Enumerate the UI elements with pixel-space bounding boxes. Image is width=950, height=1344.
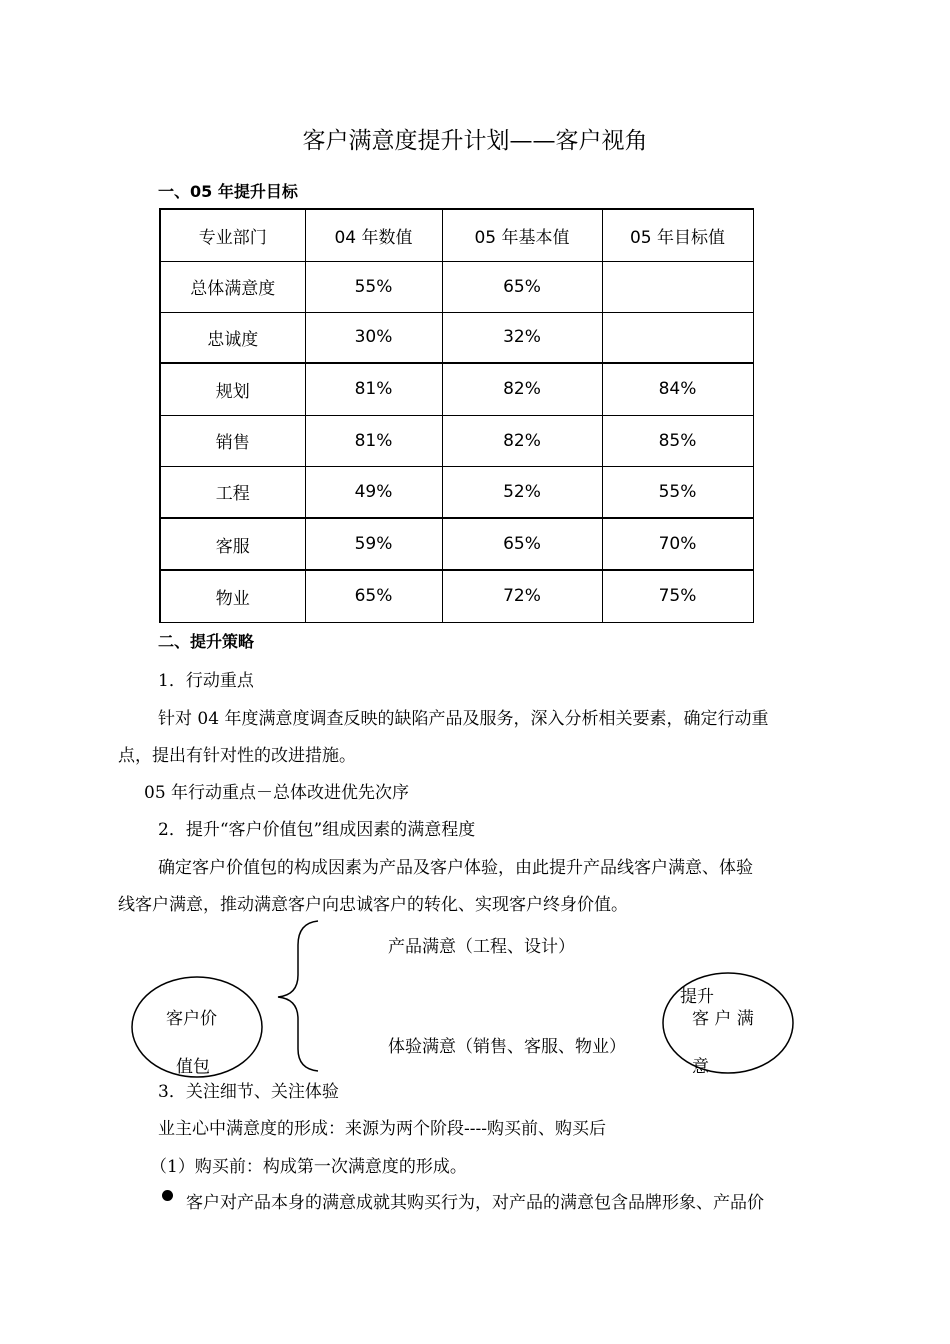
bullet-icon xyxy=(162,1190,173,1201)
table-cell: 客服 xyxy=(160,518,305,570)
table-cell: 72% xyxy=(442,570,602,622)
paragraph-line: 线客户满意，推动满意客户向忠诚客户的转化、实现客户终身价值。 xyxy=(118,895,628,915)
branch-experience-satisfaction: 体验满意（销售、客服、物业） xyxy=(388,1037,626,1057)
table-cell: 65% xyxy=(305,570,442,622)
section-heading-goals: 一、05 年提升目标 xyxy=(158,182,298,201)
table-cell: 销售 xyxy=(160,415,305,466)
right-label-top: 提升 xyxy=(680,987,714,1007)
table-cell: 49% xyxy=(305,466,442,518)
table-cell: 75% xyxy=(602,570,753,622)
table-cell: 81% xyxy=(305,415,442,466)
note-line: 05 年行动重点－总体改进优先次序 xyxy=(144,783,410,803)
table-cell: 65% xyxy=(442,518,602,570)
sub-item: （1）购买前：构成第一次满意度的形成。 xyxy=(150,1157,467,1177)
header-cell: 05 年目标值 xyxy=(602,209,753,261)
header-cell: 04 年数值 xyxy=(305,209,442,261)
table-cell: 工程 xyxy=(160,466,305,518)
table-cell: 52% xyxy=(442,466,602,518)
paragraph-line: 确定客户价值包的构成因素为产品及客户体验，由此提升产品线客户满意、体验 xyxy=(158,858,753,878)
left-circle-text: 客户价 xyxy=(166,1009,217,1029)
table-cell: 总体满意度 xyxy=(160,261,305,312)
table-cell: 84% xyxy=(602,363,753,415)
brace-shape xyxy=(278,921,318,1071)
table-cell: 30% xyxy=(305,312,442,363)
right-circle-text: 意 xyxy=(692,1057,709,1077)
table-cell: 物业 xyxy=(160,570,305,622)
table-cell: 65% xyxy=(442,261,602,312)
paragraph-line: 业主心中满意度的形成：来源为两个阶段----购买前、购买后 xyxy=(158,1119,606,1139)
section-heading-strategy: 二、提升策略 xyxy=(158,632,255,651)
header-cell: 05 年基本值 xyxy=(442,209,602,261)
table-cell: 规划 xyxy=(160,363,305,415)
branch-product-satisfaction: 产品满意（工程、设计） xyxy=(388,937,575,957)
page-title: 客户满意度提升计划——客户视角 xyxy=(302,128,648,154)
table-cell: 82% xyxy=(442,363,602,415)
table-cell: 82% xyxy=(442,415,602,466)
table-cell: 70% xyxy=(602,518,753,570)
table-cell: 忠诚度 xyxy=(160,312,305,363)
left-circle-text: 值包 xyxy=(176,1057,210,1077)
item-title: 3．关注细节、关注体验 xyxy=(158,1082,339,1102)
item-title: 2．提升“客户价值包”组成因素的满意程度 xyxy=(158,820,476,840)
table-cell: 59% xyxy=(305,518,442,570)
table-cell: 55% xyxy=(602,466,753,518)
paragraph-line: 点，提出有针对性的改进措施。 xyxy=(118,746,356,766)
header-cell: 专业部门 xyxy=(160,209,305,261)
bullet-text: 客户对产品本身的满意成就其购买行为，对产品的满意包含品牌形象、产品价 xyxy=(186,1193,764,1213)
item-title: 1．行动重点 xyxy=(158,671,254,691)
table-cell: 81% xyxy=(305,363,442,415)
right-circle-text: 客 户 满 xyxy=(692,1009,754,1029)
table-cell: 55% xyxy=(305,261,442,312)
table-cell: 85% xyxy=(602,415,753,466)
paragraph-line: 针对 04 年度满意度调查反映的缺陷产品及服务，深入分析相关要素，确定行动重 xyxy=(158,709,769,729)
table-cell: 32% xyxy=(442,312,602,363)
